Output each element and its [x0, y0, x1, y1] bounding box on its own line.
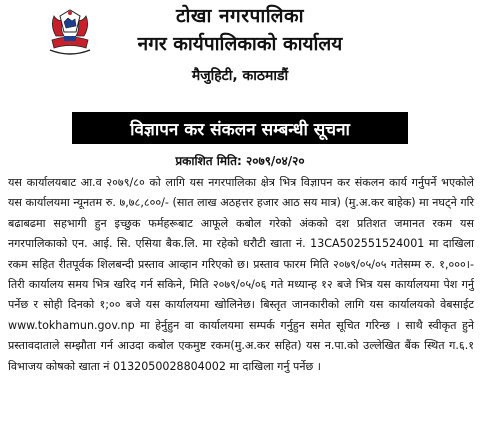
notice-heading-text: विज्ञापन कर संकलन सम्बन्धी सूचना — [130, 119, 350, 140]
notice-paragraph: यस कार्यालयबाट आ.व २०७९/८० को लागि यस नगरपालिका क्षेत्र भित्र विज्ञापन कर संकलन कार्य गर्नुपर्ने भएकोले यस कार्यालयमा न्यूनतम रु. ७,७८,८००/- (सात लाख अठहत्तर हजार आठ सय मात्र) (मु.अ.कर बाहेक) मा नघट्ने गरि बढाबढमा सहभागी हुन इच्छुक फर्महरूबाट आफूले कबोल गरेको अंकको दश प्रतिशत जमानत रकम यस नगरपालिकाको एन. आई. सि. एसिया बैक.लि. मा रहेको धरौटी खाता नं. 13CA502551524001 मा दाखिला रकम सहित रीतपूर्वक शिलबन्दी प्रस्ताव आव्हान गरिएको छ। प्रस्ताव फारम मिति २०७९/०५/०५ गतेसम्म रु. १,०००।- तिरी कार्यालय समय भित्र खरिद गर्न सकिने, मिति २०७९/०५/०६ गते मध्यान्ह १२ बजे भित्र यस कार्यालयमा पेश गर्नु पर्नेछ र सोही दिनको १;०० बजे यस कार्यालयमा खोलिनेछ। बिस्तृत जानकारीको लागि यस कार्यालयको वेबसाईट www.tokhamun.gov.np मा हेर्नुहुन वा कार्यालयमा सम्पर्क गर्नुहुन समेत सूचित गरिन्छ । साथै स्वीकृत हुने प्रस्तावदाताले सम्झौता गर्न आउदा कबोल एकमुष्ट रकम(मु.अ.कर सहित) यस न.पा.को उल्लेखित बैंक स्थित ग.६.१ विभाजय कोषको खाता नं 0132050028804002 मा दाखिला गर्नु पर्नेछ । — [8, 176, 474, 373]
notice-body — [8, 173, 474, 377]
municipality-name: टोखा नगरपालिका — [175, 5, 305, 27]
notice-heading — [72, 112, 408, 144]
published-date: प्रकाशित मिति: २०७९/०४/२० — [175, 154, 305, 168]
office-name: नगर कार्यपालिकाको कार्यालय — [137, 33, 343, 55]
office-address: मैजुहिटी, काठमाडौं — [191, 68, 289, 84]
